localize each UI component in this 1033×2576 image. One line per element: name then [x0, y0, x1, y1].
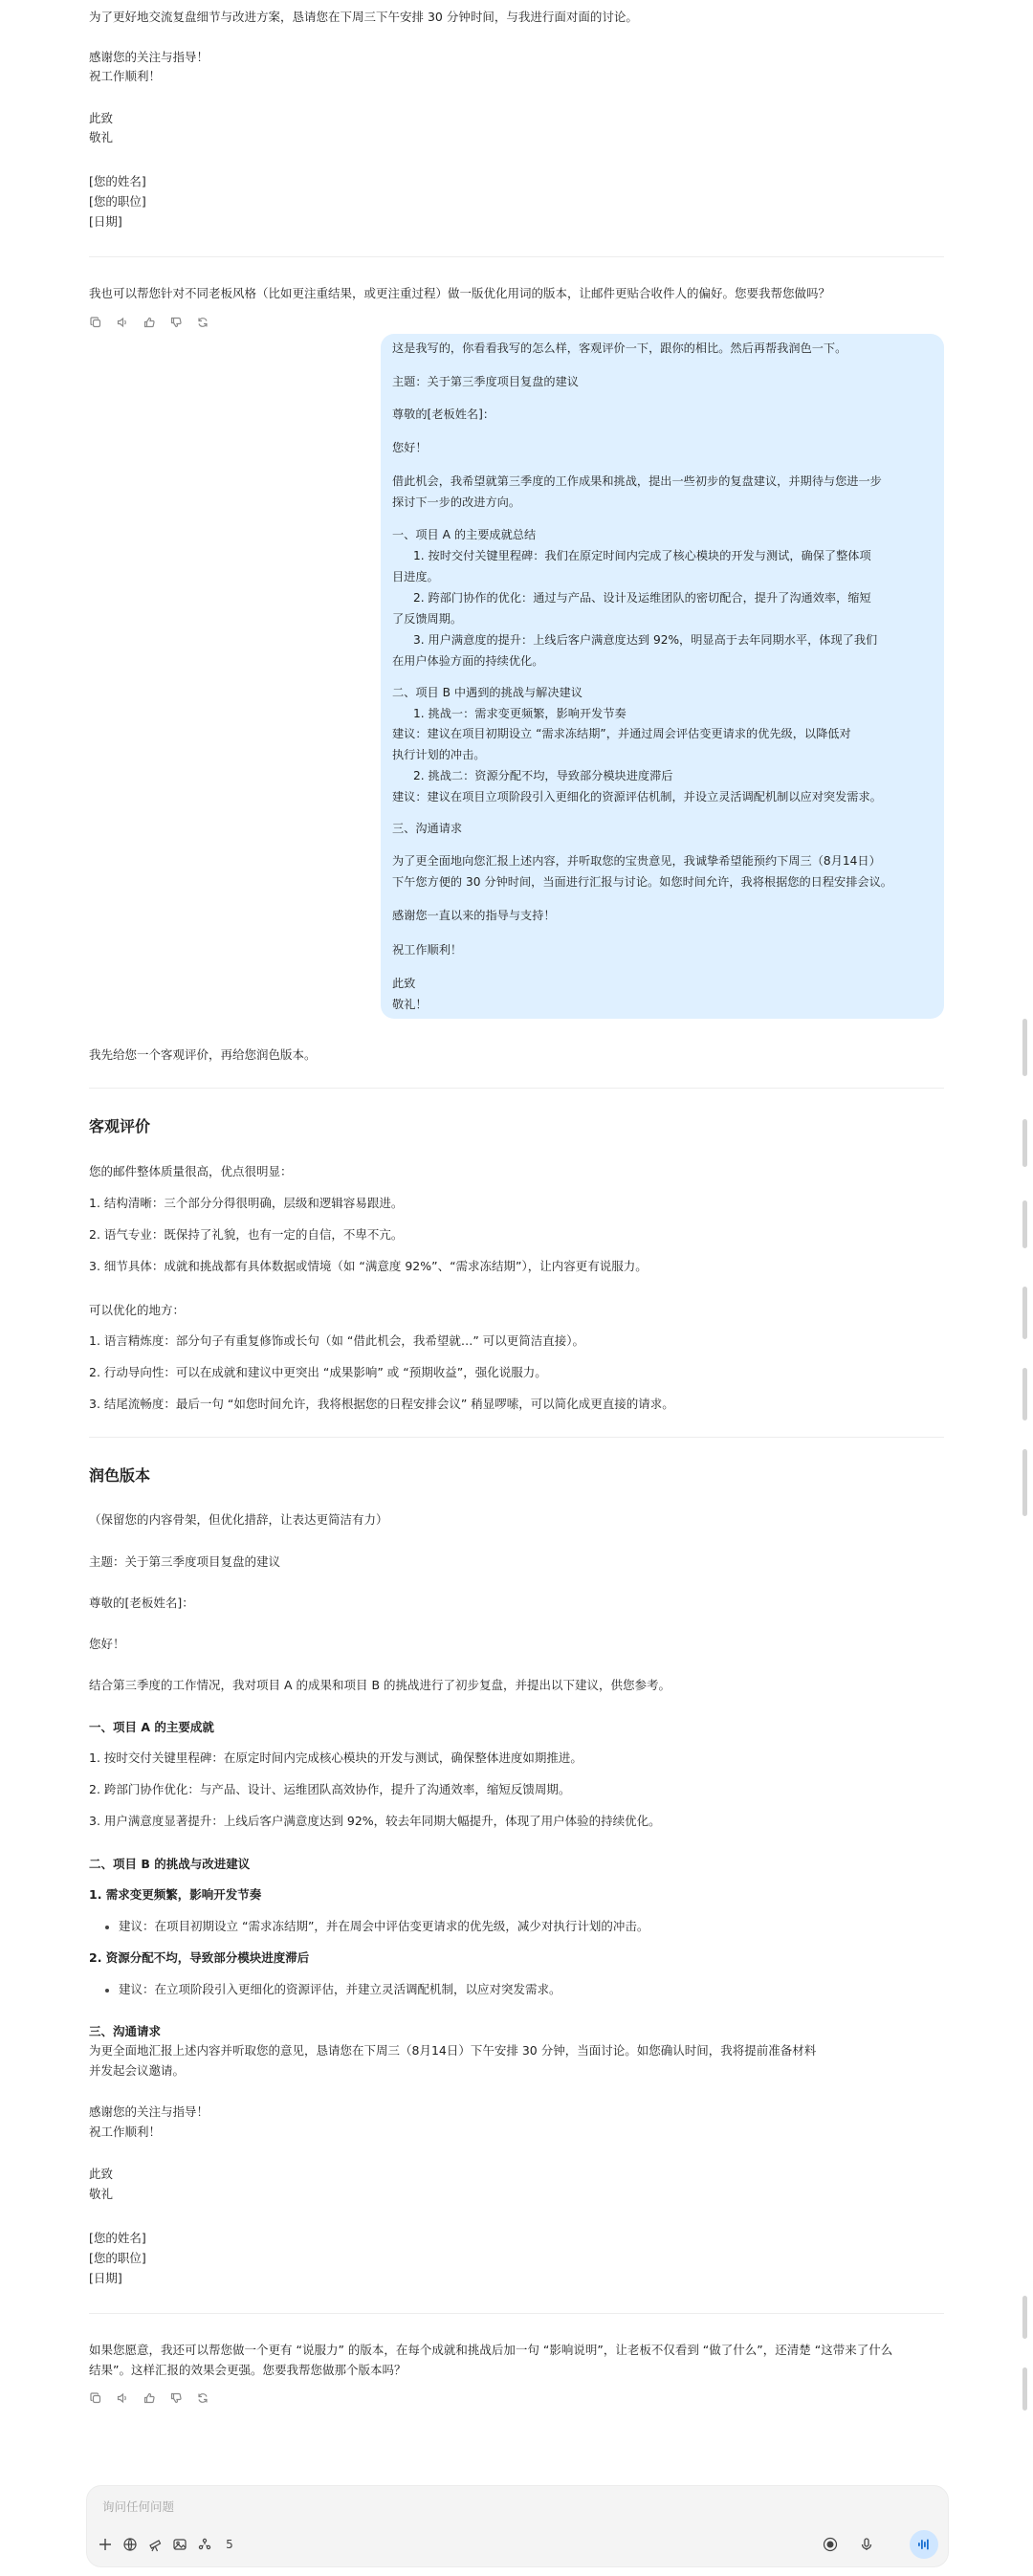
con-item: 2. 行动导向性：可以在成就和建议中更突出 “成果影响” 或 “预期收益”，强化说服力。	[89, 1365, 547, 1379]
regenerate-icon[interactable]	[196, 316, 209, 329]
thumbs-down-icon[interactable]	[169, 2391, 183, 2405]
polish-item: 2. 资源分配不均，导致部分模块进度滞后	[89, 1950, 310, 1965]
polish-heading: 润色版本	[89, 1466, 151, 1485]
thumbs-up-icon[interactable]	[143, 2391, 156, 2405]
polish-subject: 主题：关于第三季度项目复盘的建议	[89, 1554, 281, 1569]
user-line: 1. 挑战一：需求变更频繁，影响开发节奏	[413, 707, 626, 720]
composer	[86, 2485, 949, 2567]
divider	[89, 256, 944, 257]
user-line: 下午您方便的 30 分钟时间，当面进行汇报与讨论。如您时间允许，我将根据您的日程安排会议。	[392, 875, 892, 889]
user-line: 为了更全面地向您汇报上述内容，并听取您的宝贵意见，我诚挚希望能预约下周三（8月14日）	[392, 854, 881, 868]
copy-icon[interactable]	[89, 2391, 102, 2405]
ai-intro: 我先给您一个客观评价，再给您润色版本。	[89, 1047, 317, 1062]
pro-item: 2. 语气专业：既保持了礼貌，也有一定的自信，不卑不亢。	[89, 1227, 404, 1242]
polish-thanks: 感谢您的关注与指导！	[89, 2104, 209, 2119]
ai-offer-text: 我也可以帮您针对不同老板风格（比如更注重结果，或更注重过程）做一版优化用词的版本，让邮件更贴合收件人的偏好。您要我帮您做吗？	[89, 286, 831, 300]
top-line-8: [日期]	[89, 214, 122, 229]
polish-sign-name: [您的姓名]	[89, 2231, 146, 2245]
top-line-7: [您的职位]	[89, 194, 146, 209]
regenerate-icon[interactable]	[196, 2391, 209, 2405]
top-line-4: 此致	[89, 111, 114, 125]
speaker-icon[interactable]	[116, 316, 129, 329]
polish-item: 1. 按时交付关键里程碑：在原定时间内完成核心模块的开发与测试，确保整体进度如期推进。	[89, 1750, 582, 1765]
divider	[89, 1088, 944, 1089]
polish-regards: 此致	[89, 2167, 114, 2181]
polish-salute: 敬礼	[89, 2187, 114, 2201]
pro-item: 3. 细节具体：成就和挑战都有具体数据或情境（如 “满意度 92%”、“需求冻结期”），让内容更有说服力。	[89, 1259, 648, 1273]
user-line: 在用户体验方面的持续优化。	[392, 654, 544, 668]
polish-sign-date: [日期]	[89, 2271, 122, 2285]
user-line: 2. 挑战二：资源分配不均，导致部分模块进度滞后	[413, 769, 673, 782]
top-line-1: 为了更好地交流复盘细节与改进方案，恳请您在下周三下午安排 30 分钟时间，与我进行面对面的讨论。	[89, 10, 638, 24]
polish-greeting: 尊敬的[老板姓名]：	[89, 1596, 194, 1610]
polish-request-1: 为更全面地汇报上述内容并听取您的意见，恳请您在下周三（8月14日）下午安排 30 分钟，当面讨论。如您确认时间，我将提前准备材料	[89, 2043, 817, 2058]
closing-line-1: 如果您愿意，我还可以帮您做一个更有 “说服力” 的版本，在每个成就和挑战后加一句 “影响说明”，让老板不仅看到 “做了什么”，还清楚 “这带来了什么	[89, 2343, 893, 2357]
polish-opening: 结合第三季度的工作情况，我对项目 A 的成果和项目 B 的挑战进行了初步复盘，并提出以下建议，供您参考。	[89, 1678, 671, 1692]
telescope-icon[interactable]	[144, 2534, 165, 2555]
user-line: 探讨下一步的改进方向。	[392, 495, 521, 509]
improve-lead: 可以优化的地方：	[89, 1303, 186, 1317]
polish-hello: 您好！	[89, 1637, 125, 1651]
user-line: 1. 按时交付关键里程碑：我们在原定时间内完成了核心模块的开发与测试，确保了整体项	[413, 549, 871, 562]
thumbs-down-icon[interactable]	[169, 316, 183, 329]
speaker-icon[interactable]	[116, 2391, 129, 2405]
top-line-6: [您的姓名]	[89, 174, 146, 188]
polish-section-2: 二、项目 B 的挑战与改进建议	[89, 1857, 251, 1871]
con-item: 3. 结尾流畅度：最后一句 “如您时间允许，我将根据您的日程安排会议” 稍显啰嗦，可以简化成更直接的请求。	[89, 1397, 674, 1411]
scrollbar-thumb[interactable]	[1022, 1449, 1027, 1516]
globe-icon[interactable]	[120, 2534, 141, 2555]
scrollbar-thumb[interactable]	[1022, 1119, 1027, 1167]
user-line: 此致	[392, 977, 416, 990]
scrollbar-thumb[interactable]	[1022, 1019, 1027, 1076]
plus-icon[interactable]	[95, 2534, 116, 2555]
polish-item: 3. 用户满意度显著提升：上线后客户满意度达到 92%，较去年同期大幅提升，体现了用户体验的持续优化。	[89, 1814, 661, 1828]
image-icon[interactable]	[169, 2534, 190, 2555]
divider	[89, 2313, 944, 2314]
microphone-icon[interactable]	[856, 2534, 877, 2555]
user-line: 三、沟通请求	[392, 822, 463, 835]
polish-section-3: 三、沟通请求	[89, 2024, 162, 2038]
message-actions	[89, 2391, 209, 2405]
polish-sign-title: [您的职位]	[89, 2251, 146, 2265]
eval-heading: 客观评价	[89, 1117, 151, 1135]
polish-item: 1. 需求变更频繁，影响开发节奏	[89, 1887, 262, 1902]
scrollbar-thumb[interactable]	[1022, 1368, 1027, 1420]
tool-count: 5	[226, 2538, 233, 2551]
user-line: 二、项目 B 中遇到的挑战与解决建议	[392, 686, 582, 699]
user-line: 一、项目 A 的主要成就总结	[392, 528, 537, 541]
user-line: 这是我写的，你看看我写的怎么样，客观评价一下，跟你的相比。然后再帮我润色一下。	[392, 341, 847, 355]
user-line: 目进度。	[392, 570, 439, 583]
user-line: 2. 跨部门协作的优化：通过与产品、设计及运维团队的密切配合，提升了沟通效率，缩短	[413, 591, 871, 605]
polish-wish: 祝工作顺利！	[89, 2125, 162, 2139]
voice-mode-icon[interactable]	[910, 2530, 938, 2559]
user-line: 建议：建议在项目初期设立 “需求冻结期”，并通过周会评估变更请求的优先级，以降低对	[392, 727, 851, 740]
eval-lead: 您的邮件整体质量很高，优点很明显：	[89, 1164, 293, 1178]
message-actions	[89, 316, 209, 329]
user-line: 执行计划的冲击。	[392, 748, 486, 761]
user-line: 3. 用户满意度的提升：上线后客户满意度达到 92%，明显高于去年同期水平，体现了我们	[413, 633, 878, 647]
scrollbar-thumb[interactable]	[1022, 2296, 1027, 2339]
polish-request-2: 并发起会议邀请。	[89, 2063, 186, 2078]
top-line-3: 祝工作顺利！	[89, 69, 162, 83]
user-line: 您好！	[392, 441, 428, 454]
thumbs-up-icon[interactable]	[143, 316, 156, 329]
polish-section-1: 一、项目 A 的主要成就	[89, 1720, 214, 1734]
record-icon[interactable]	[820, 2534, 841, 2555]
prompt-input[interactable]	[100, 2499, 927, 2515]
user-line: 借此机会，我希望就第三季度的工作成果和挑战，提出一些初步的复盘建议，并期待与您进一步	[392, 474, 882, 488]
polish-sub-item: 建议：在立项阶段引入更细化的资源评估，并建立灵活调配机制，以应对突发需求。	[105, 1980, 561, 1999]
polish-note: （保留您的内容骨架，但优化措辞，让表达更简洁有力）	[89, 1512, 388, 1527]
tools-icon[interactable]	[194, 2534, 215, 2555]
closing-line-2: 结果”。这样汇报的效果会更强。您要我帮您做那个版本吗？	[89, 2363, 407, 2377]
top-line-5: 敬礼	[89, 130, 114, 144]
pro-item: 1. 结构清晰：三个部分分得很明确，层级和逻辑容易跟进。	[89, 1196, 404, 1210]
user-line: 尊敬的[老板姓名]：	[392, 407, 495, 421]
scrollbar-thumb[interactable]	[1022, 1287, 1027, 1339]
top-line-2: 感谢您的关注与指导！	[89, 50, 209, 64]
con-item: 1. 语言精炼度：部分句子有重复修饰或长句（如 “借此机会，我希望就…” 可以更简洁直接）。	[89, 1333, 585, 1348]
user-line: 感谢您一直以来的指导与支持！	[392, 909, 556, 922]
scrollbar-thumb[interactable]	[1022, 1200, 1027, 1248]
copy-icon[interactable]	[89, 316, 102, 329]
polish-sub-item: 建议：在项目初期设立 “需求冻结期”，并在周会中评估变更请求的优先级，减少对执行计划的冲击。	[105, 1917, 648, 1936]
user-line: 主题：关于第三季度项目复盘的建议	[392, 375, 579, 388]
scrollbar-thumb[interactable]	[1022, 2367, 1027, 2411]
user-line: 敬礼！	[392, 998, 428, 1011]
user-line: 了反馈周期。	[392, 612, 463, 626]
polish-item: 2. 跨部门协作优化：与产品、设计、运维团队高效协作，提升了沟通效率，缩短反馈周期。	[89, 1782, 571, 1796]
divider	[89, 1437, 944, 1438]
user-line: 建议：建议在项目立项阶段引入更细化的资源评估机制，并设立灵活调配机制以应对突发需求。	[392, 790, 882, 804]
user-line: 祝工作顺利！	[392, 943, 463, 957]
